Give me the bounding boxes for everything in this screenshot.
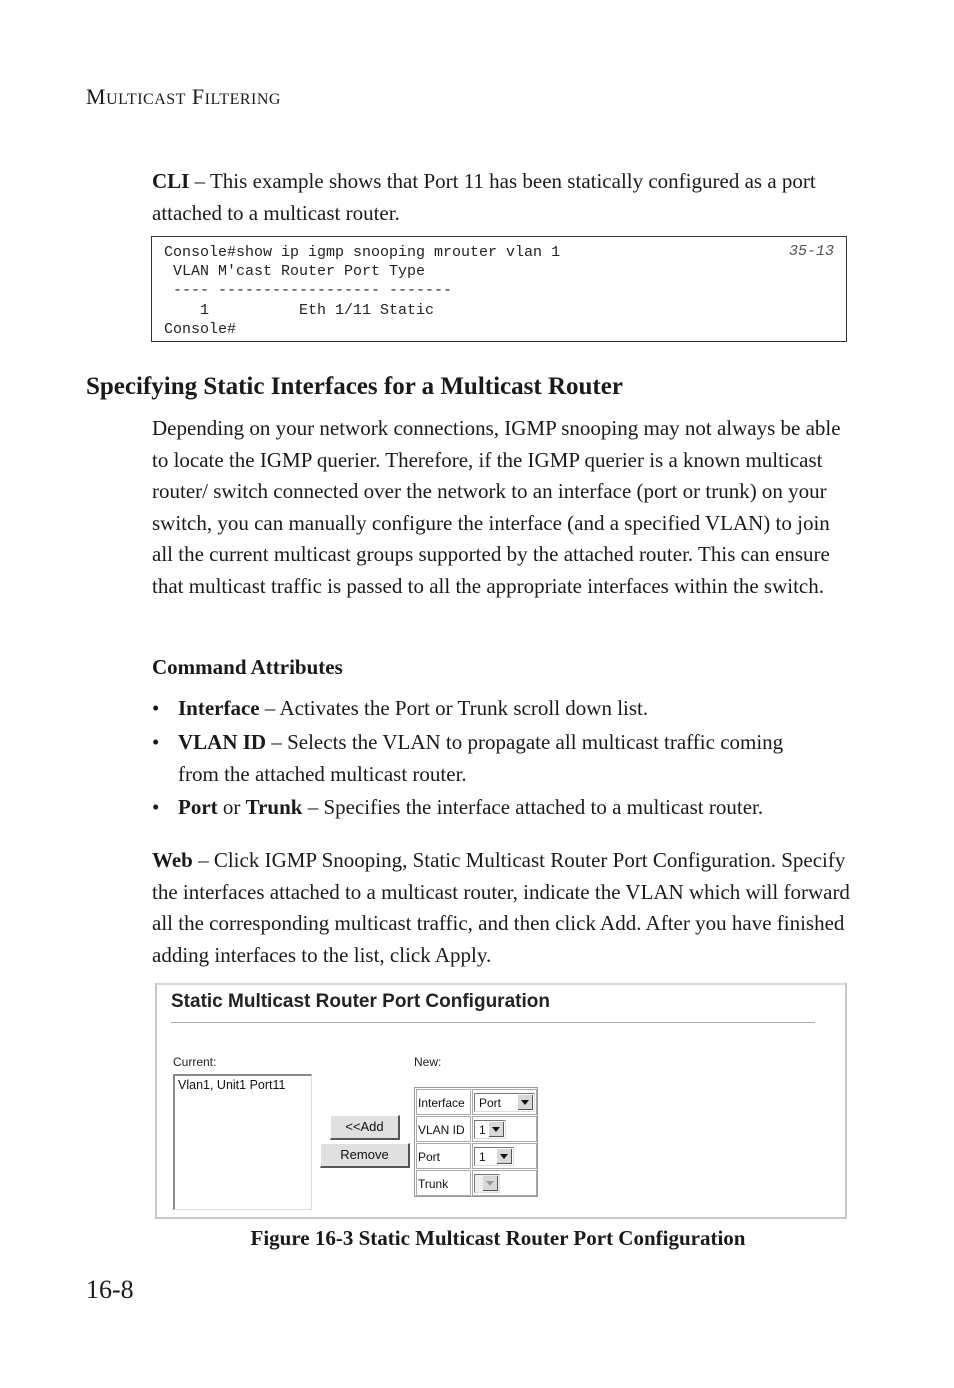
web-label: Web [152, 848, 193, 872]
attribute-text: or [217, 795, 246, 819]
code-block [151, 236, 847, 342]
figure-screenshot [155, 983, 847, 1219]
attribute-text: – Activates the Port or Trunk scroll down list. [259, 696, 649, 720]
figure-border [155, 983, 847, 985]
header-cap: F [191, 84, 205, 109]
select-value: 1 [479, 1150, 486, 1164]
bullet-icon: • [152, 730, 160, 754]
attribute-text: – Specifies the interface attached to a multicast router. [302, 795, 764, 819]
figure-border [155, 1217, 847, 1219]
web-text: – Click IGMP Snooping, Static Multicast Router Port Configuration. Specify the interfaces attached to a multicast router, indicate the VLAN which will forward all the corresponding multicast traffic, and then click Add. After you have finished adding interfaces to the list, click Apply. [152, 848, 850, 967]
code-text: Console#show ip igmp snooping mrouter vlan 1 VLAN M'cast Router Port Type ---- ------------------ ------- 1 Eth 1/11 Static Console# [164, 244, 561, 338]
chevron-down-icon[interactable] [497, 1149, 512, 1164]
header-small: ILTERING [204, 91, 281, 108]
cli-label: CLI [152, 169, 190, 193]
remove-button[interactable]: Remove [320, 1143, 410, 1168]
cli-text: – This example shows that Port 11 has been statically configured as a port attached to a multicast router. [152, 169, 816, 225]
table-cell [416, 1143, 471, 1169]
attribute-item [152, 727, 858, 790]
attribute-term: Interface [178, 696, 260, 720]
chevron-down-icon[interactable] [518, 1095, 533, 1110]
table-cell [416, 1116, 471, 1142]
vlan-id-label: VLAN ID [418, 1123, 465, 1137]
chevron-down-icon[interactable] [489, 1122, 504, 1137]
add-button[interactable]: <<Add [330, 1115, 400, 1140]
header-cap: M [86, 84, 107, 109]
vlan-id-select[interactable] [474, 1120, 506, 1139]
attribute-text: from the attached multicast router. [178, 761, 467, 786]
bullet-icon: • [152, 696, 160, 720]
figure-border [845, 983, 847, 1219]
attribute-text: – Selects the VLAN to propagate all multicast traffic coming [266, 730, 784, 754]
attribute-term: Trunk [245, 795, 303, 819]
current-list[interactable] [173, 1074, 312, 1210]
title-divider [171, 1022, 815, 1023]
interface-select[interactable] [474, 1093, 535, 1112]
panel-title: Static Multicast Router Port Configuration [171, 991, 550, 1012]
attribute-term: VLAN ID [178, 730, 267, 754]
select-value: Port [479, 1096, 502, 1110]
list-item[interactable]: Vlan1, Unit1 Port11 [178, 1078, 286, 1092]
select-value: 1 [479, 1123, 486, 1137]
attributes-heading: Command Attributes [152, 655, 343, 679]
running-header [86, 84, 281, 110]
attribute-item [152, 693, 858, 725]
figure-caption: Figure 16-3 Static Multicast Router Port Configuration [250, 1226, 746, 1250]
header-small: ULTICAST [106, 91, 186, 108]
new-label: New: [414, 1055, 442, 1069]
attribute-item [152, 792, 858, 824]
port-select[interactable] [474, 1147, 514, 1166]
interface-label: Interface [418, 1096, 465, 1110]
table-cell [472, 1116, 537, 1142]
new-entry-table [414, 1087, 538, 1197]
code-reference: 35-13 [788, 243, 834, 260]
figure-border [155, 983, 157, 1219]
table-cell [416, 1170, 471, 1196]
table-cell [416, 1089, 471, 1115]
table-cell [472, 1170, 537, 1196]
current-label: Current: [173, 1055, 217, 1069]
cli-intro [152, 166, 852, 229]
section-body: Depending on your network connections, IGMP snooping may not always be able to locate the IGMP querier. Therefore, if the IGMP querier is a known multicast router/ switch connected over the network to an interface (port or trunk) on your switch, you can manually configure the interface (and a specified VLAN) to join all the current multicast groups supported by the attached router. This can ensure that multicast traffic is passed to all the appropriate interfaces within the switch. [152, 416, 841, 598]
chevron-down-icon[interactable] [483, 1176, 498, 1191]
web-instructions [152, 845, 852, 971]
trunk-label: Trunk [418, 1177, 449, 1191]
section-title: Specifying Static Interfaces for a Multicast Router [86, 373, 623, 400]
bullet-icon: • [152, 795, 160, 819]
port-label: Port [418, 1150, 441, 1164]
attribute-term: Port [178, 795, 218, 819]
trunk-select[interactable] [474, 1174, 500, 1193]
table-cell [472, 1143, 537, 1169]
page-number: 16-8 [86, 1275, 134, 1304]
table-cell [472, 1089, 537, 1115]
